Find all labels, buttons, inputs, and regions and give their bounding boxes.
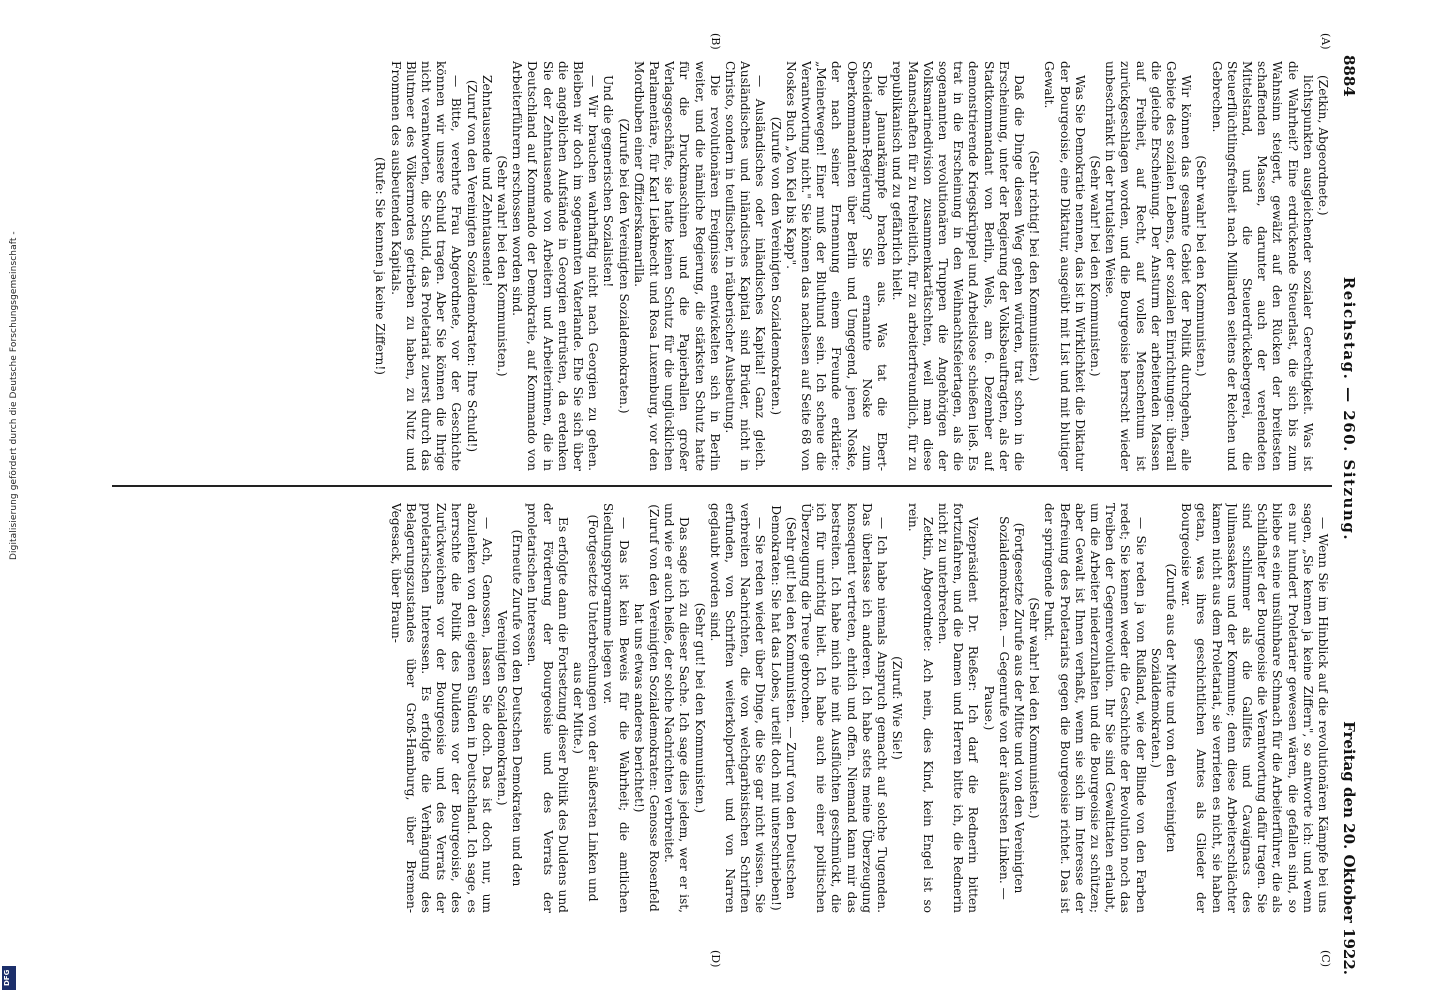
paragraph: Was Sie Demokratie nennen, das ist in Wirklichkeit die Diktatur der Bourgeoisie, eine Diktatur, ausgeübt mit List und mit blutiger Gewalt.: [1042, 61, 1087, 471]
paragraph: — Ach, Genossen, lassen Sie doch. Das ist doch nur, um abzulenken von den eigenen Sünden in Deutschland. Ich sage, es herrschte die Politik des Duldens vor der Bourgeoisie, des Zurückweichens vor der Bourgeoisie und des Verrats der proletarischen Interessen. Es erfolgte die Verhängung des Belagerungszustandes über Groß-Hamburg, über Bremen-Vegesack, über Braun-: [388, 503, 494, 913]
paragraph: Die revolutionären Ereignisse entwickelten sich in Berlin weiter, und die nämliche Regierung, die stärksten Schutz hatte für die Druckmaschinen und die Papierballen großer Verlagsgeschäfte, sie hatte keinen Schutz für die unglücklichen Parlamentäre, für Karl Liebknecht und Rosa Luxemburg, vor den Mordbuben einer Offizierskamarilla.: [631, 61, 722, 471]
interjection: (Zurufe bei den Vereinigten Sozialdemokraten.): [616, 118, 631, 414]
dfg-logo: [2, 966, 16, 990]
interjection: (Rufe: Sie kennen ja keine Ziffern!): [373, 157, 388, 375]
interjection: (Sehr wahr! bei den Kommunisten.): [1087, 155, 1102, 377]
paragraph: — Wir brauchen wahrhaftig nicht nach Georgien zu gehen. Bleiben wir doch im sogenannten Vaterlande. Ehe Sie sich über die angeblichen Aufstände in Georgien entrüsten, da erdenken Sie der Zehntausende von Arbeitern und Arbeiterinnen, die in Deutschland auf Kommando der Demokratie, auf Kommando von Arbeiterführern erschossen worden sind.: [510, 61, 601, 471]
session-title: Reichstag. — 260. Sitzung.: [1340, 276, 1358, 542]
paragraph: Zetkin, Abgeordnete: Ach nein, dies Kind, kein Engel ist so rein.: [905, 503, 935, 913]
interjection: (Zurufe von den Vereinigten Sozialdemokraten.): [768, 116, 783, 416]
scanned-page: [72, 33, 1372, 975]
paragraph: — Sie reden wieder über Dinge, die Sie gar nicht wissen. Sie verbreiten Nachrichten, die von welchgarbistischen Schriften erfunden, von Schriften weiterkolportiert und von Narren geglaubt worden sind.: [707, 503, 768, 913]
margin-marker-d: (D): [709, 950, 722, 968]
interjection: (Zuruf von den Vereinigten Sozialdemokraten: Ihre Schuld!): [464, 79, 479, 453]
interjection: (Erneute Zurufe von den Deutschen Demokraten und den Vereinigten Sozialdemokraten.): [495, 529, 525, 887]
interjection: (Sehr wahr! bei den Kommunisten.): [1027, 597, 1042, 819]
paragraph: Und die gegnerischen Sozialisten!: [601, 75, 616, 288]
interjection: (Sehr gut! bei den Kommunisten.): [692, 602, 707, 814]
dfg-logo-text: DFG: [3, 969, 11, 986]
interjection: (Sehr richtig! bei den Kommunisten.): [1027, 150, 1042, 382]
interjection: (Fortgesetzte Zurufe aus der Mitte und von den Vereinigten Sozialdemokraten. — Gegenrufe von der äußersten Linken. — Pause.): [981, 516, 1026, 900]
interjection: (Fortgesetzte Unterbrechungen von der äußersten Linken und aus der Mitte.): [571, 514, 601, 902]
paragraph: — Das ist kein Beweis für die Wahrheit; die amtlichen Siedlungsprogramme liegen vor.: [601, 503, 631, 913]
digitization-credit-strip: [0, 0, 18, 1000]
digitization-credit-text: Digitalisierung gefördert durch die Deutsche Forschungsgemeinschaft -: [9, 231, 19, 560]
interjection: (Zurufe aus der Mitte und von den Vereinigten Sozialdemokraten.): [1148, 563, 1178, 853]
column-divider: [112, 485, 1332, 487]
interjection: (Sehr wahr! bei den Kommunisten.): [1194, 155, 1209, 377]
page-number: 8884: [1340, 55, 1358, 97]
paragraph: — Ich habe niemals Anspruch gemacht auf solche Tugenden. Das überlasse ich anderen. Ich habe stets meine Überzeugung konsequent vertreten, ehrlich und offen. Niemand kann mir das bestreiten. Ich habe mich nie mit Ausflüchten geschmückt, die ich für unrichtig hielt. Ich habe auch nie einer politischen Überzeugung die Treue gebrochen.: [799, 503, 890, 913]
page-header: [1340, 55, 1372, 975]
paragraph: Das sage ich zu dieser Sache. Ich sage dies jedem, wer er ist, und wie er auch heiße, der solche Nachrichten verbreitet.: [662, 503, 692, 913]
margin-marker-b: (B): [709, 33, 722, 50]
paragraph: — Ausländisches oder inländisches Kapital! Ganz gleich. Ausländisches und inländisches Kapital sind Brüder, nicht in Christo, sondern in teuflischer, in räuberischer Ausbeutung.: [723, 61, 768, 471]
interjection: (Sehr gut! bei den Kommunisten. — Zuruf von den Deutschen Demokraten: Sie hat das Lobes, urteilt doch mit unterschrieben!): [768, 505, 798, 911]
session-date: Freitag den 20. Oktober 1922.: [1340, 721, 1358, 975]
paragraph: Wir können das gesamte Gebiet der Politik durchgehen, alle Gebiete des sozialen Lebens, der sozialen Einrichtungen: überall die gleiche Erscheinung. Der Ansturm der arbeitenden Massen auf Freiheit, auf Recht, auf volles Menschentum ist zurückgeschlagen worden, und die Bourgeoisie herrscht wieder unbeschränkt in der brutalsten Weise.: [1103, 61, 1194, 471]
margin-marker-c: (C): [1319, 950, 1332, 967]
paragraph: (Zetkin, Abgeordnete.): [1316, 75, 1330, 216]
interjection: (Sehr wahr! bei den Kommunisten.): [495, 155, 510, 377]
left-text-column: [100, 61, 1330, 471]
paragraph: — Wenn Sie im Hinblick auf die revolutionären Kämpfe bei uns sagen, „Sie kennen ja keine Ziffern", so antworte ich: und wenn es nur hundert Proletarier gewesen wären, die gefallen sind, so bliebe es eine unsühnbare Schmach für die Arbeiterführer, die als Schildhalter der Bourgeoisie die Verantwortung dafür tragen. Sie sind schlimmer als die Gallifets und Cavaignacs des Julimassakers und der Kommune; denn diese Arbeiterschlächter kamen nicht aus dem Proletariat, sie verrieten es nicht, sie haben getan, was ihres geschichtlichen Amtes als Glieder der Bourgeoisie war.: [1179, 503, 1330, 913]
paragraph: Die Januarkämpfe brachen aus. Was tat die Ebert-Scheidemann-Regierung? Sie ernannte Noske zum Oberkommandanten über Berlin und Umgegend, jenen Noske, der nach seiner Ernennung einem Freunde erklärte: „Meinetwegen! Einer muß der Bluthund sein. Ich scheue die Verantwortung nicht." Sie können das nachlesen auf Seite 68 von Noskes Buch „Von Kiel bis Kapp".: [783, 61, 890, 471]
paragraph: lichtspunkten ausgleichender sozialer Gerechtigkeit. Was ist die Wahrheit? Eine erdrückende Steuerlast, die sich bis zum Wahnsinn steigert, gewälzt auf den Rücken der breitesten schaffenden Massen, darunter auch der verelendeten Mittelstand, und die Steuerdrückebergerei, die Steuerflüchtlingsfreiheit nach Milliarden seitens der Reichen und Gebrechen.: [1209, 61, 1315, 471]
margin-marker-a: (A): [1319, 33, 1332, 50]
interjection: (Zuruf: Wie Sie!): [890, 656, 905, 760]
paragraph: Es erfolgte dann die Fortsetzung dieser Politik des Duldens und der Förderung der Bourgeoisie und des Verrats der proletarischen Interessen.: [525, 503, 570, 913]
paragraph: — Bitte, verehrte Frau Abgeordnete, vor der Geschichte können wir unsere Schuld tragen. Aber Sie können die Ihrige nicht verantworten, die Schuld, das Proletariat zuerst durch das Blutmeer des Völkermordes getrieben zu haben, zu Nutz und Frommen des ausbeutenden Kapitals.: [388, 61, 464, 471]
paragraph: Zehntausende und Zehntausende!: [479, 75, 494, 287]
interjection: (Zuruf von den Vereinigten Sozialdemokraten: Genosse Rosenfeld hat uns etwas anderes berichtet!): [631, 504, 662, 912]
paragraph: Daß die Dinge diesen Weg gehen würden, trat schon in die Erscheinung, unter der Regierung der Volksbeauftragten, als der Stadtkommandant von Berlin, Wels, am 6. Dezember auf demonstrierende Kriegskrüppel und Arbeitslose schießen ließ. Es trat in die Erscheinung in den Weihnachtsfeiertagen, als die sogenannten revolutionären Truppen die Angehörigen der Volksmarinedivision zusammenkartätschten, weil man diese Mannschaften für zu freiheitlich, für zu arbeiterfreundlich, für zu republikanisch und zu gefährlich hielt.: [890, 61, 1026, 471]
paragraph: — Sie reden ja von Rußland, wie der Blinde von den Farben redet; Sie kennen weder die Geschichte der Revolution noch das Treiben der Gegenrevolution. Ihr Sie sind Gewalttaten erlaubt, um die Arbeiter niederzuhalten und die Bourgeoisie zu schützen; aber Gewalt ist Ihnen verhaßt, wenn sie sich im Interesse der Befreiung des Proletariats gegen die Bourgeoisie richtet. Das ist der springende Punkt.: [1042, 503, 1148, 913]
paragraph: Vizepräsident Dr. Rießer: Ich darf die Rednerin bitten fortzufahren, und die Damen und Herren bitte ich, die Rednerin nicht zu unterbrechen.: [935, 503, 981, 913]
right-text-column: [100, 503, 1330, 913]
